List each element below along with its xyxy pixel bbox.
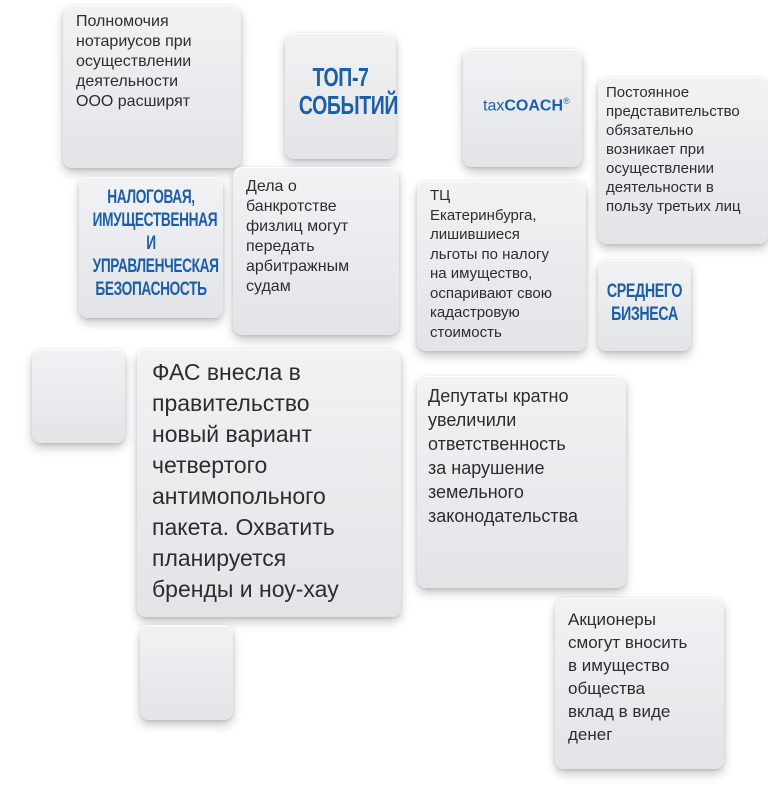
news-mall: ТЦ Екатеринбурга, лишившиеся льготы по налогу на имущество, оспаривают свою кадастровую стоимость [430, 187, 553, 341]
news-fas: ФАС внесла в правительство новый вариант четвертого антимопольного пакета. Охватить планируется бренды и ноу-хау [152, 359, 339, 602]
tile-blank-left [32, 349, 125, 443]
news-bankruptcy: Дела о банкротстве физлиц могут передать арбитражным судам [246, 178, 350, 295]
heading-security: НАЛОГОВАЯ, ИМУЩЕСТВЕННАЯ И УПРАВЛЕНЧЕСКАЯ БЕЗОПАСНОСТЬ [92, 187, 219, 300]
news-shareholders: Акционеры смогут вносить в имущество общества вклад в виде денег [568, 610, 688, 744]
taxcoach-logo-coach: COACH [504, 97, 564, 115]
news-deputies: Депутаты кратно увеличили ответственность за нарушение земельного законодательства [428, 386, 578, 526]
tile-blank-bottom [140, 625, 233, 720]
taxcoach-logo-tax: tax [483, 97, 505, 115]
taxcoach-logo-reg: ® [563, 96, 570, 106]
taxcoach-logo [483, 96, 570, 115]
news-permanent-office: Постоянное представительство обязательно возникает при осуществлении деятельности в пользу третьих лиц [606, 84, 741, 215]
news-notaries: Полномочия нотариусов при осуществлении деятельности ООО расширят [76, 13, 192, 110]
heading-top7: ТОП-7 СОБЫТИЙ [298, 62, 399, 120]
heading-midbiz: СРЕДНЕГО БИЗНЕСА [606, 281, 683, 325]
